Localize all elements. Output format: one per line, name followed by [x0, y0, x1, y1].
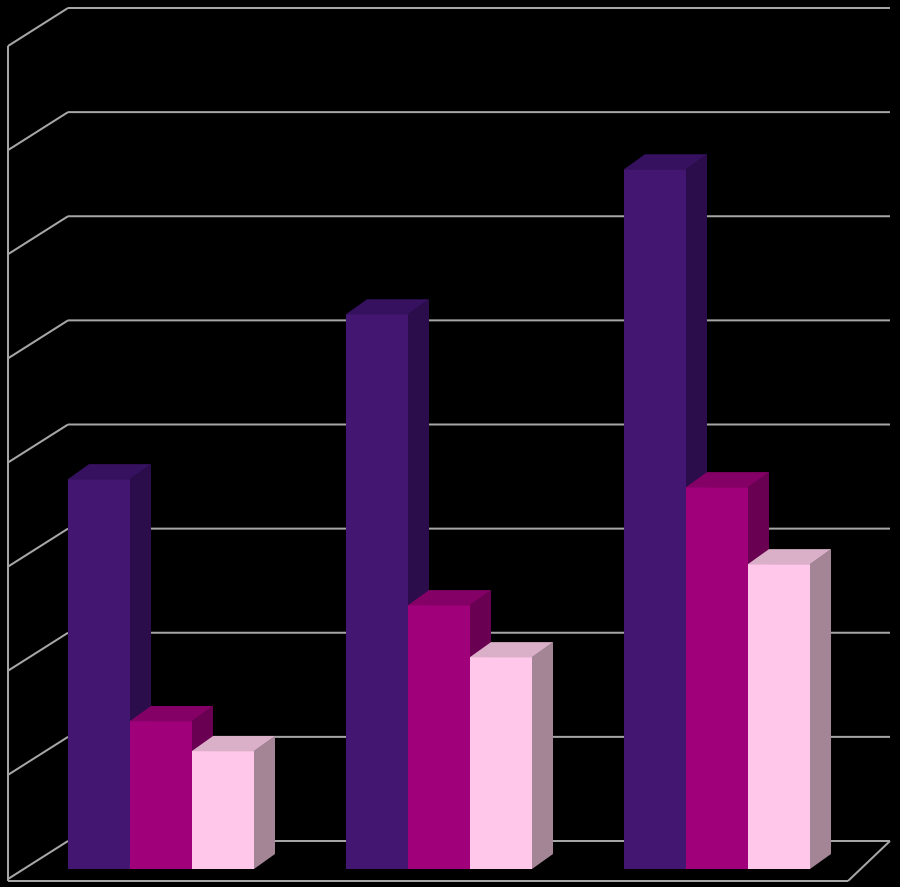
bar-front-face [470, 657, 532, 869]
gridline-side [8, 216, 68, 254]
bar-front-face [192, 751, 254, 869]
bar-s3-c1 [192, 736, 275, 869]
bar-front-face [624, 169, 686, 869]
bar-front-face [686, 487, 748, 869]
bar-front-face [748, 564, 810, 869]
floor-right-edge [848, 841, 890, 881]
gridline-side [8, 737, 68, 775]
gridline-side [8, 529, 68, 567]
bar-front-face [346, 314, 408, 869]
bar-s3-c3 [748, 549, 831, 869]
gridline-side [8, 112, 68, 150]
bars [68, 154, 831, 869]
bar-s3-c2 [470, 642, 553, 869]
gridline-side [8, 425, 68, 463]
gridline-side [8, 841, 68, 879]
bar-front-face [130, 721, 192, 869]
gridline-side [8, 320, 68, 358]
bar-front-face [408, 605, 470, 869]
gridline-side [8, 8, 68, 46]
bar-front-face [68, 479, 130, 869]
bar-side-face [254, 736, 275, 869]
bar-side-face [532, 642, 553, 869]
bar-side-face [810, 549, 831, 869]
gridline-side [8, 633, 68, 671]
